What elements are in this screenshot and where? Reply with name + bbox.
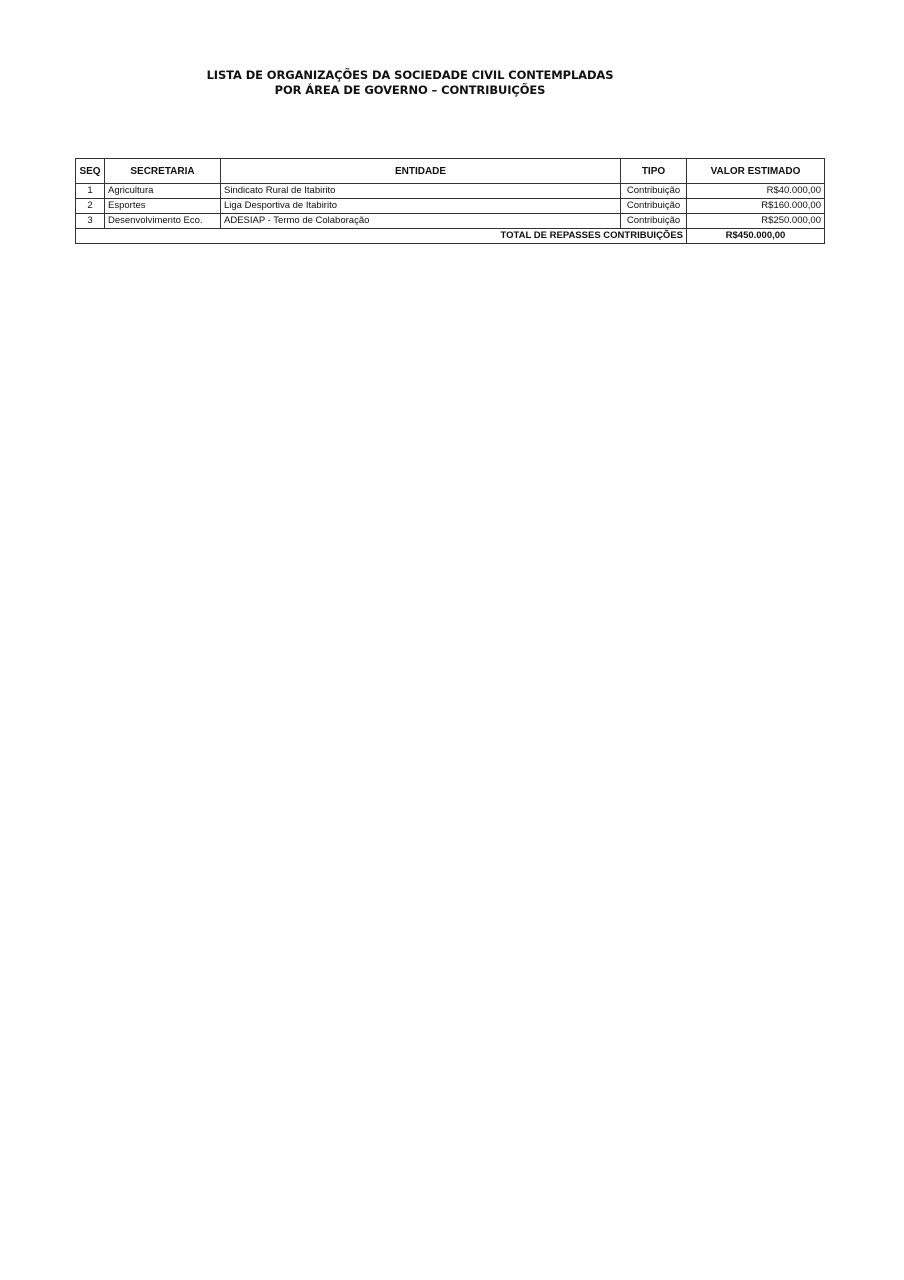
title-line-1: LISTA DE ORGANIZAÇÕES DA SOCIEDADE CIVIL CONTEMPLADAS — [206, 68, 614, 82]
cell-valor: R$250.000,00 — [687, 214, 825, 229]
table-row — [76, 199, 825, 214]
header-entidade: ENTIDADE — [221, 159, 621, 184]
cell-seq: 1 — [76, 184, 105, 199]
header-seq: SEQ — [76, 159, 105, 184]
header-valor: VALOR ESTIMADO — [687, 159, 825, 184]
table-row — [76, 214, 825, 229]
cell-tipo: Contribuição — [621, 214, 687, 229]
cell-tipo: Contribuição — [621, 184, 687, 199]
total-row — [76, 229, 825, 244]
cell-secretaria: Esportes — [105, 199, 221, 214]
cell-secretaria: Desenvolvimento Eco. — [105, 214, 221, 229]
cell-entidade: Sindicato Rural de Itabirito — [221, 184, 621, 199]
table-header-row — [76, 159, 825, 184]
contributions-table — [75, 158, 825, 244]
table-row — [76, 184, 825, 199]
total-label: TOTAL DE REPASSES CONTRIBUIÇÕES — [76, 229, 687, 244]
cell-tipo: Contribuição — [621, 199, 687, 214]
cell-valor: R$160.000,00 — [687, 199, 825, 214]
total-value: R$450.000,00 — [687, 229, 825, 244]
cell-secretaria: Agricultura — [105, 184, 221, 199]
header-secretaria: SECRETARIA — [105, 159, 221, 184]
title-line-2: POR ÁREA DE GOVERNO – CONTRIBUIÇÕES — [274, 83, 546, 97]
header-tipo: TIPO — [621, 159, 687, 184]
cell-valor: R$40.000,00 — [687, 184, 825, 199]
cell-entidade: ADESIAP - Termo de Colaboração — [221, 214, 621, 229]
cell-entidade: Liga Desportiva de Itabirito — [221, 199, 621, 214]
cell-seq: 3 — [76, 214, 105, 229]
page-title — [0, 68, 820, 98]
cell-seq: 2 — [76, 199, 105, 214]
